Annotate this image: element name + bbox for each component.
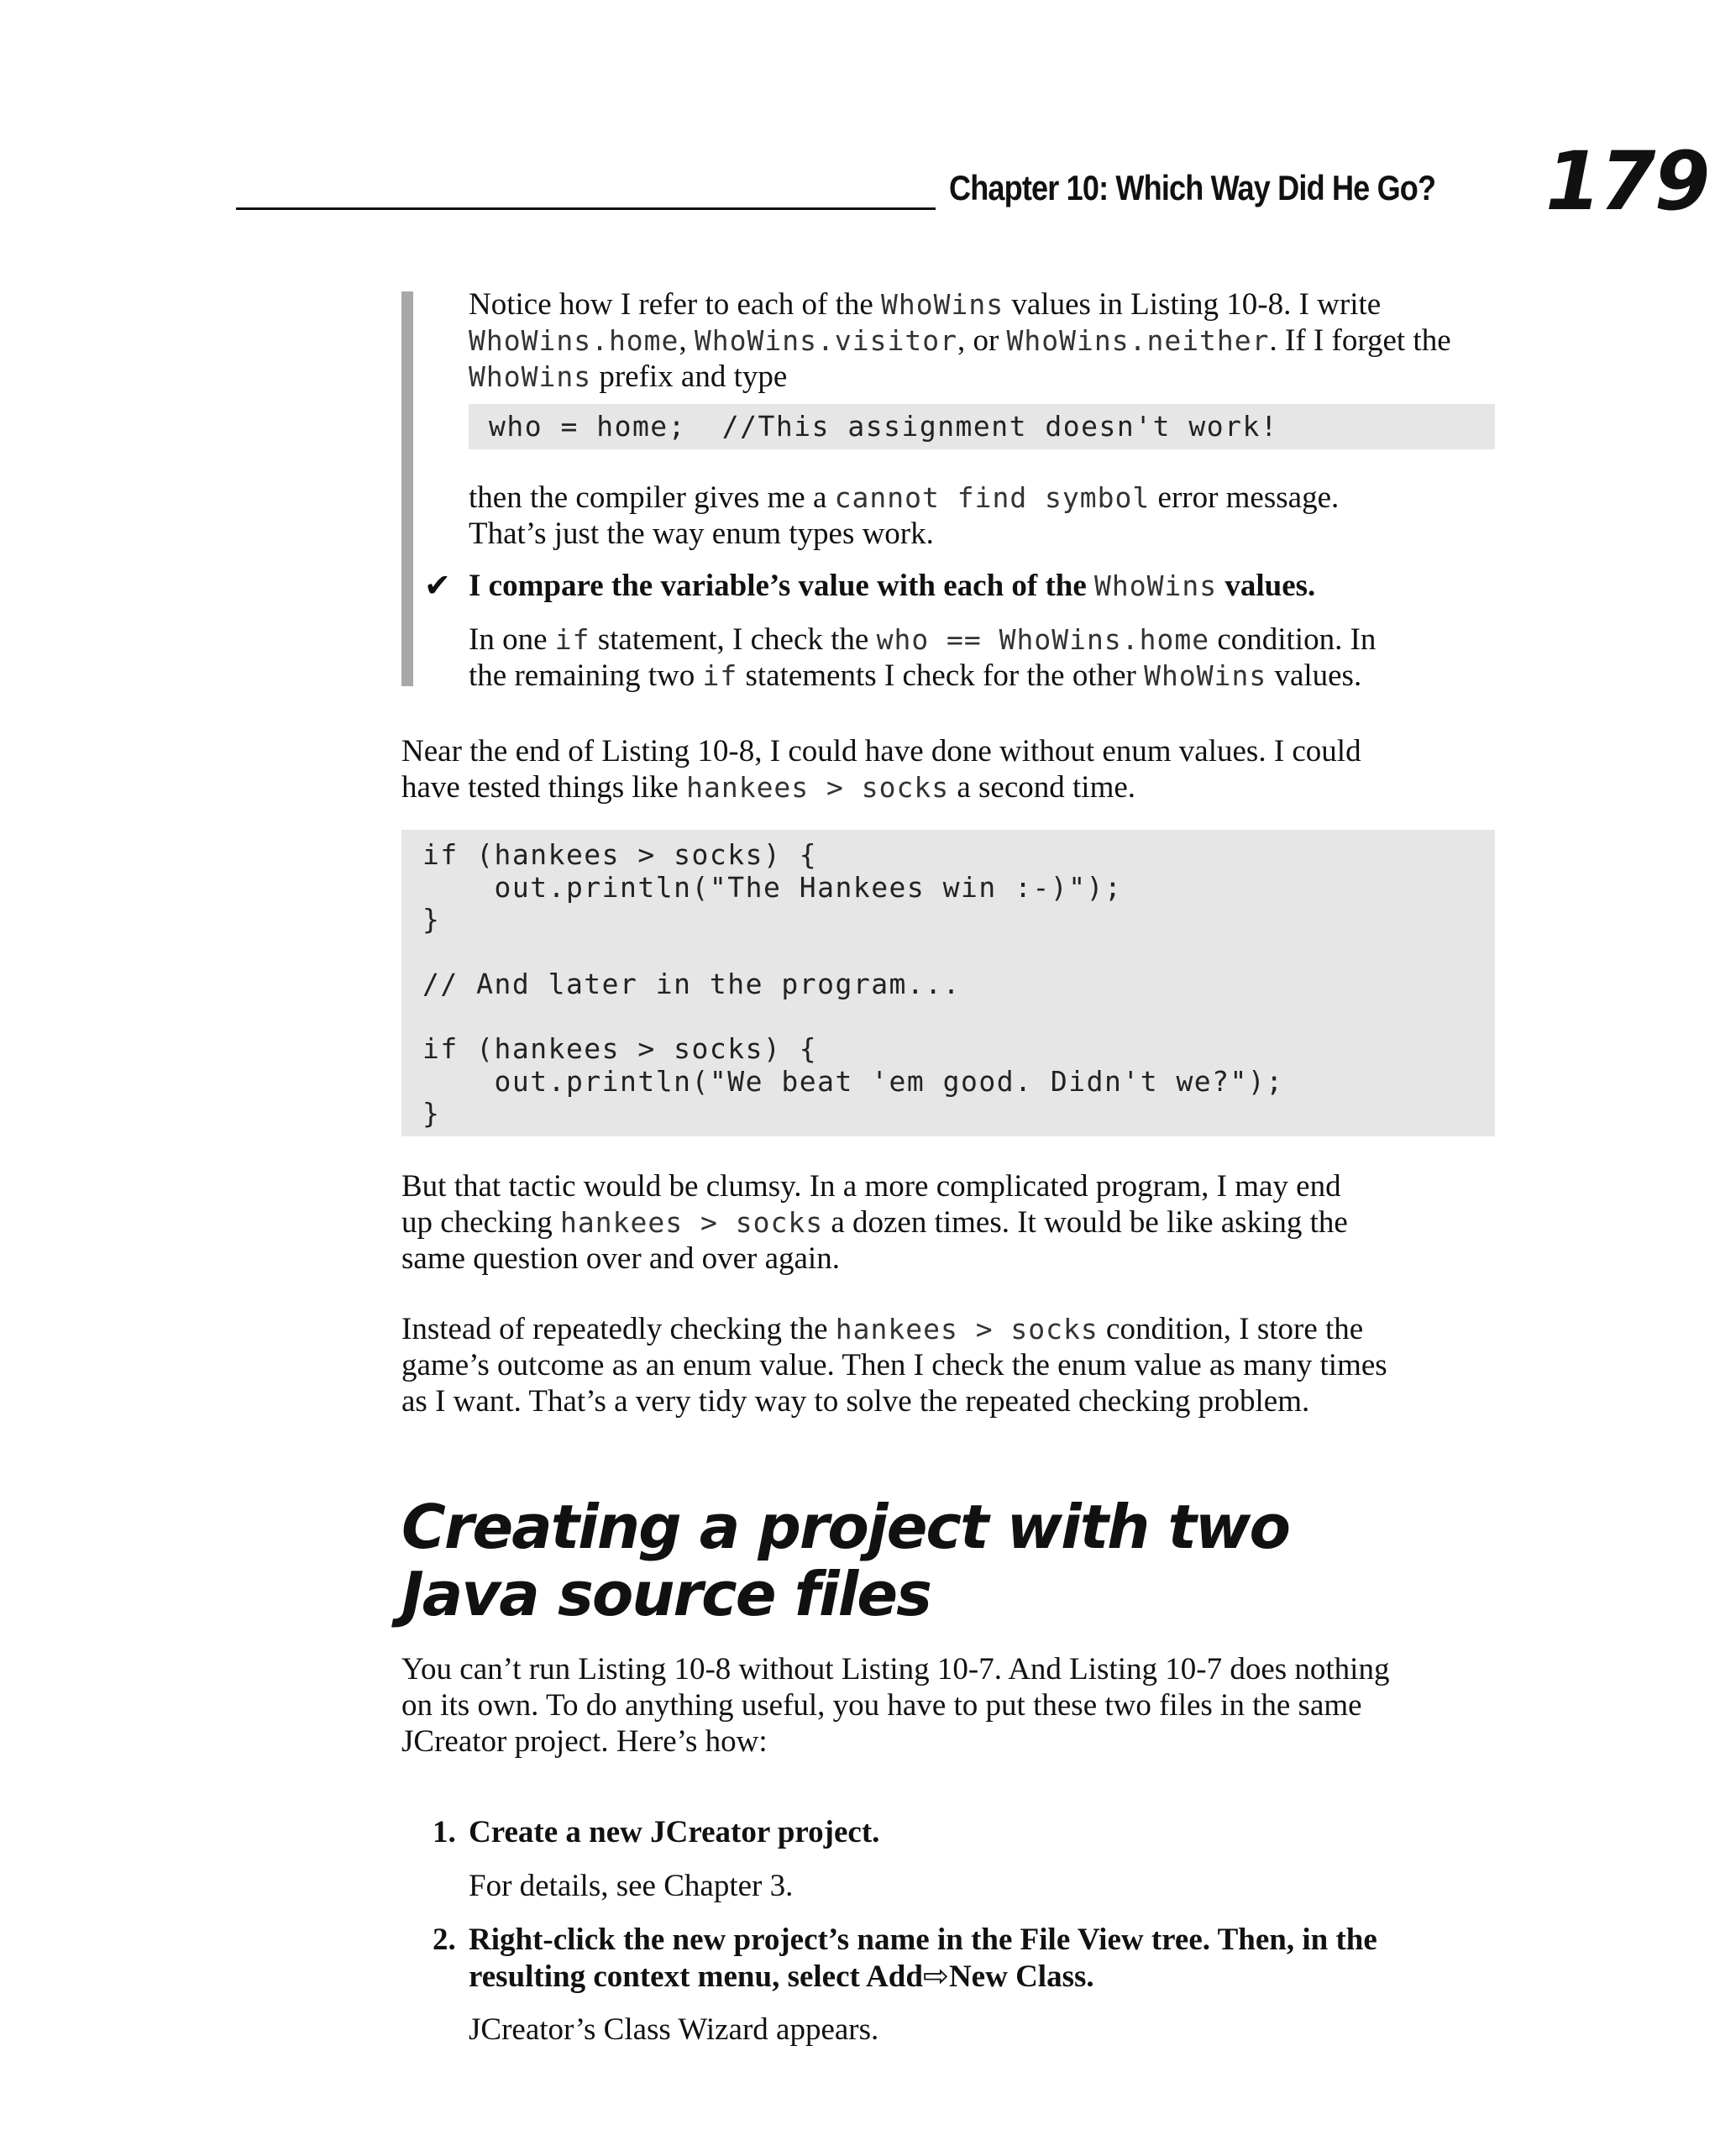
- inline-code: hankees > socks: [835, 1313, 1099, 1346]
- inline-code: WhoWins.home: [469, 324, 679, 357]
- step-number: 1.: [433, 1815, 456, 1849]
- paragraph: [401, 1311, 1510, 1419]
- code-listing-text: if (hankees > socks) { out.println("The Hankees win :-)"); } // And later in the program... if (hankees > socks) { out.println("We beat 'em good. Didn't we?"); }: [422, 838, 1284, 1130]
- inline-code: if: [554, 623, 590, 656]
- heading-line: Java source files: [401, 1559, 931, 1629]
- text-run: the remaining two: [469, 658, 703, 693]
- bullet-list-bar: [401, 291, 413, 686]
- text-run: then the compiler gives me a: [469, 480, 835, 515]
- text-run: prefix and type: [591, 359, 788, 394]
- code-snippet-text: who = home; //This assignment doesn't work!: [489, 410, 1279, 443]
- text-run: a dozen times. It would be like asking the: [823, 1205, 1348, 1240]
- text-run: condition, I store the: [1098, 1312, 1364, 1346]
- text-run: Near the end of Listing 10-8, I could have done without enum values. I could: [401, 734, 1361, 769]
- inline-code: WhoWins.neither: [1006, 324, 1270, 357]
- paragraph: [401, 733, 1510, 805]
- code-snippet: [469, 404, 1495, 449]
- heading-line: Creating a project with two: [401, 1492, 1289, 1562]
- paragraph: [401, 1168, 1510, 1277]
- text-run: Notice how I refer to each of the: [469, 287, 882, 322]
- inline-code: cannot find symbol: [834, 481, 1151, 514]
- text-run: condition. In: [1209, 622, 1377, 657]
- text-run: values.: [1217, 569, 1316, 603]
- text-run: JCreator project. Here’s how:: [401, 1724, 768, 1759]
- text-run: a second time.: [949, 770, 1136, 805]
- step-number: 2.: [433, 1923, 456, 1957]
- step-description: JCreator’s Class Wizard appears.: [469, 2012, 879, 2047]
- text-run: values in Listing 10-8. I write: [1004, 287, 1382, 322]
- inline-code: WhoWins: [469, 360, 592, 393]
- text-run: I compare the variable’s value with each of the: [469, 569, 1095, 603]
- inline-code: WhoWins.visitor: [694, 324, 957, 357]
- text-run: on its own. To do anything useful, you have to put these two files in the same: [401, 1688, 1362, 1723]
- step-description: For details, see Chapter 3.: [469, 1869, 794, 1903]
- menu-arrow-icon: ⇨: [922, 1958, 949, 1994]
- text-run: game’s outcome as an enum value. Then I check the enum value as many times: [401, 1348, 1387, 1382]
- header-rule: [236, 207, 936, 210]
- inline-code: WhoWins: [1144, 659, 1267, 692]
- bullet-continuation-text: [469, 286, 1502, 395]
- section-heading: [401, 1493, 1510, 1628]
- text-run: as I want. That’s a very tidy way to solve the repeated checking problem.: [401, 1384, 1310, 1419]
- code-listing: [401, 830, 1495, 1136]
- text-run: , or: [957, 323, 1007, 358]
- text-run: In one: [469, 622, 555, 657]
- text-run: Right-click the new project’s name in the File View tree. Then, in the: [469, 1923, 1377, 1957]
- text-run: same question over and over again.: [401, 1241, 840, 1276]
- inline-code: hankees > socks: [686, 771, 950, 804]
- step-title: [469, 1922, 1502, 1995]
- page-number: 179: [1545, 134, 1709, 228]
- inline-code: hankees > socks: [560, 1206, 824, 1239]
- checkmark-bullet-icon: ✔: [424, 567, 451, 604]
- inline-code: WhoWins: [881, 288, 1004, 321]
- chapter-title: Chapter 10: Which Way Did He Go?: [949, 168, 1436, 207]
- inline-code: if: [702, 659, 738, 692]
- section-intro: [401, 1651, 1510, 1760]
- bullet-heading: [469, 568, 1502, 604]
- text-run: New Class.: [948, 1959, 1094, 1994]
- text-run: resulting context menu, select Add: [469, 1959, 923, 1994]
- text-run: . If I forget the: [1269, 323, 1451, 358]
- text-run: statements I check for the other: [737, 658, 1145, 693]
- text-run: ,: [679, 323, 695, 358]
- bullet-continuation-after: [469, 480, 1502, 552]
- text-run: But that tactic would be clumsy. In a more complicated program, I may end: [401, 1169, 1341, 1204]
- bullet-description: [469, 622, 1502, 694]
- text-run: That’s just the way enum types work.: [469, 517, 934, 551]
- inline-code: WhoWins: [1094, 569, 1218, 602]
- text-run: values.: [1266, 658, 1362, 693]
- text-run: up checking: [401, 1205, 561, 1240]
- step-title: Create a new JCreator project.: [469, 1815, 880, 1849]
- text-run: Instead of repeatedly checking the: [401, 1312, 836, 1346]
- inline-code: who == WhoWins.home: [876, 623, 1210, 656]
- text-run: You can’t run Listing 10-8 without Listing 10-7. And Listing 10-7 does nothing: [401, 1652, 1390, 1687]
- text-run: statement, I check the: [590, 622, 877, 657]
- text-run: have tested things like: [401, 770, 687, 805]
- text-run: error message.: [1150, 480, 1340, 515]
